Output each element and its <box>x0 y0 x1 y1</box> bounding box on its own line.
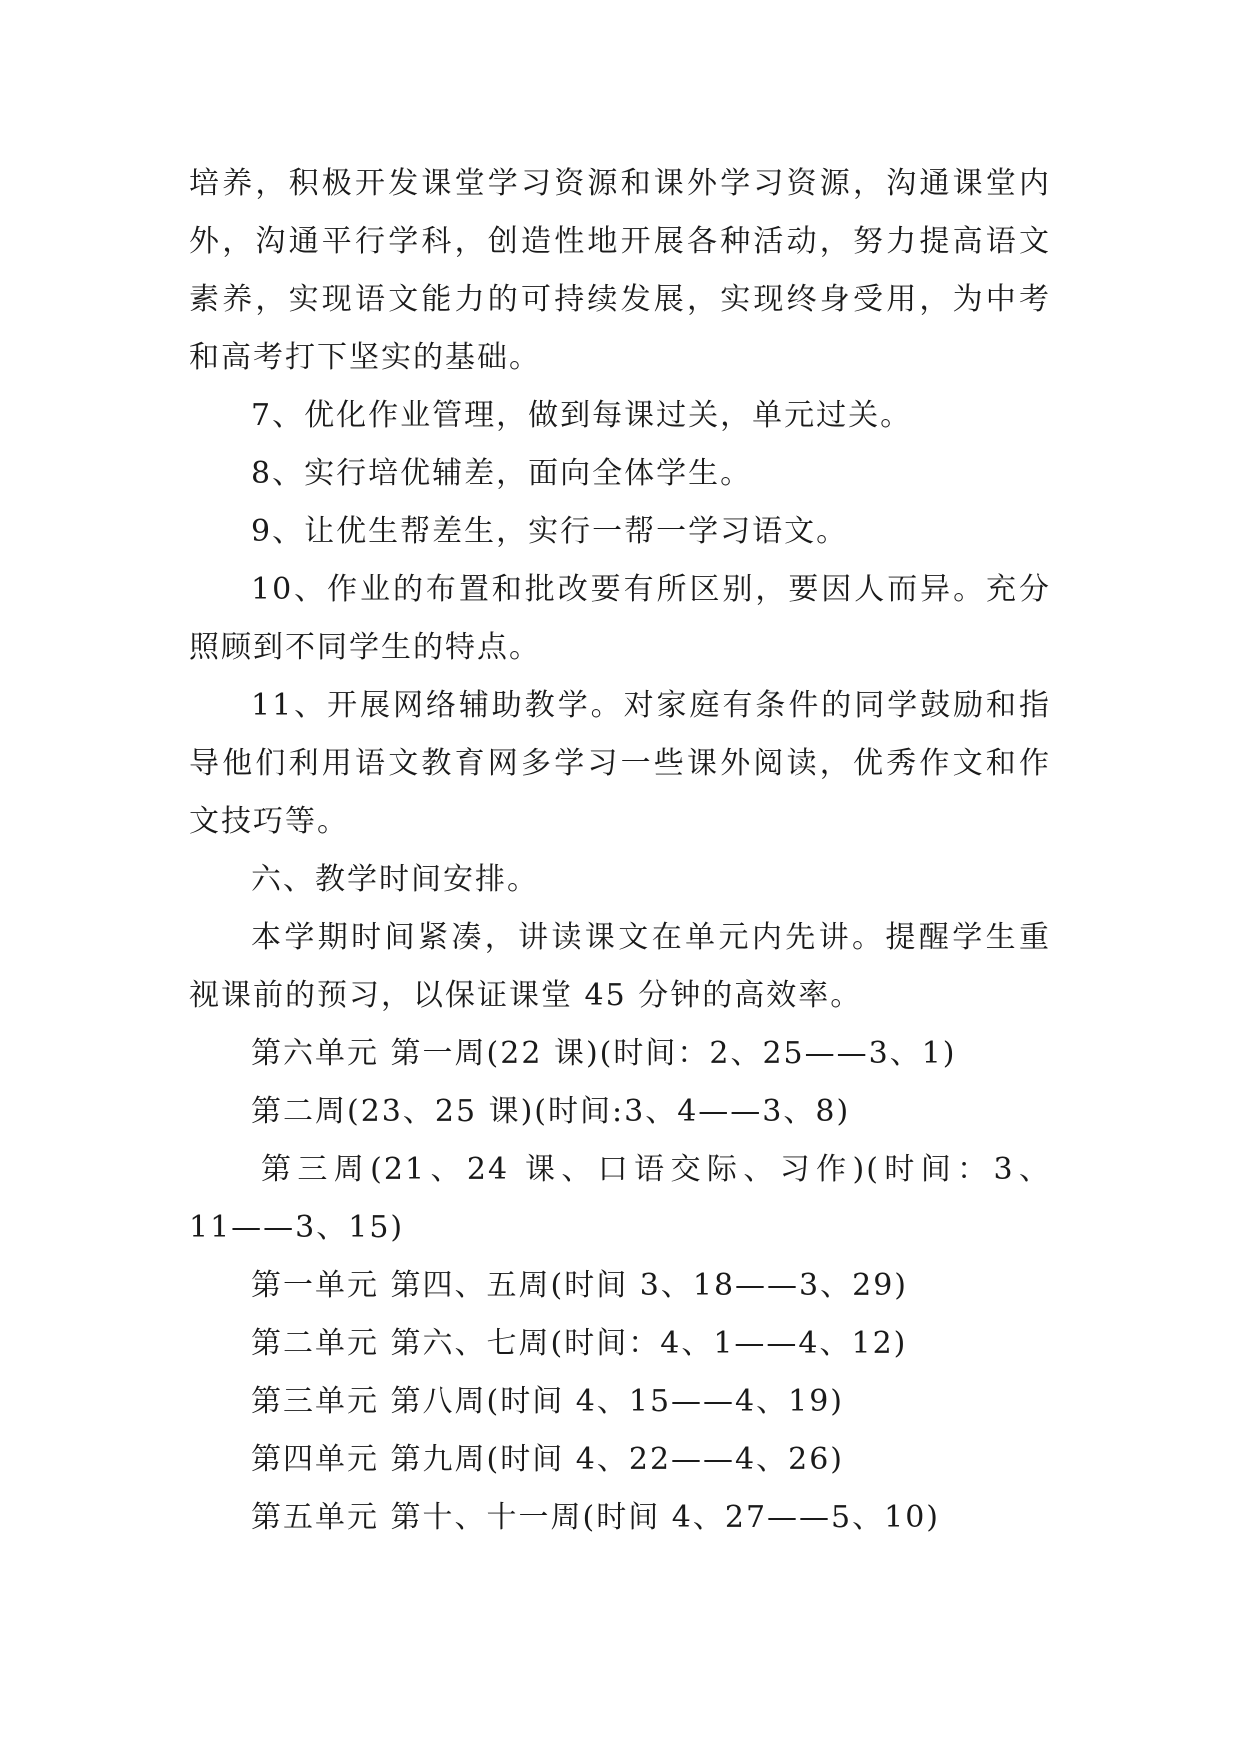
text-line: 视课前的预习，以保证课堂 45 分钟的高效率。 <box>189 978 863 1013</box>
list-item: 10、作业的布置和批改要有所区别，要因人而异。充分 <box>251 572 1051 607</box>
schedule-line: 第五单元 第十、十一周(时间 4、27——5、10) <box>251 1500 941 1535</box>
list-item: 9、让优生帮差生，实行一帮一学习语文。 <box>251 514 849 549</box>
text-line: 文技巧等。 <box>189 804 349 839</box>
list-item: 7、优化作业管理，做到每课过关，单元过关。 <box>251 398 913 433</box>
schedule-line: 11——3、15) <box>189 1210 405 1245</box>
text-line: 照顾到不同学生的特点。 <box>189 630 541 665</box>
schedule-line: 第六单元 第一周(22 课)(时间：2、25——3、1) <box>251 1036 957 1071</box>
paragraph-line: 本学期时间紧凑，讲读课文在单元内先讲。提醒学生重 <box>251 920 1051 955</box>
schedule-line: 第四单元 第九周(时间 4、22——4、26) <box>251 1442 845 1477</box>
list-item: 8、实行培优辅差，面向全体学生。 <box>251 456 753 491</box>
schedule-line: 第二周(23、25 课)(时间:3、4——3、8) <box>251 1094 851 1129</box>
schedule-line: 第三单元 第八周(时间 4、15——4、19) <box>251 1384 845 1419</box>
text-line: 培养，积极开发课堂学习资源和课外学习资源，沟通课堂内 <box>189 166 1051 201</box>
list-item: 11、开展网络辅助教学。对家庭有条件的同学鼓励和指 <box>251 688 1051 723</box>
schedule-line: 第二单元 第六、七周(时间：4、1——4、12) <box>251 1326 908 1361</box>
section-heading: 六、教学时间安排。 <box>251 862 539 897</box>
text-line: 和高考打下坚实的基础。 <box>189 340 541 375</box>
schedule-line: 第三周(21、24 课、口语交际、习作)(时间：3、 <box>261 1152 1051 1187</box>
document-body <box>189 155 1051 1547</box>
text-line: 导他们利用语文教育网多学习一些课外阅读，优秀作文和作 <box>189 746 1051 781</box>
text-line: 外，沟通平行学科，创造性地开展各种活动，努力提高语文 <box>189 224 1051 259</box>
schedule-line: 第一单元 第四、五周(时间 3、18——3、29) <box>251 1268 909 1303</box>
text-line: 素养，实现语文能力的可持续发展，实现终身受用，为中考 <box>189 282 1051 317</box>
